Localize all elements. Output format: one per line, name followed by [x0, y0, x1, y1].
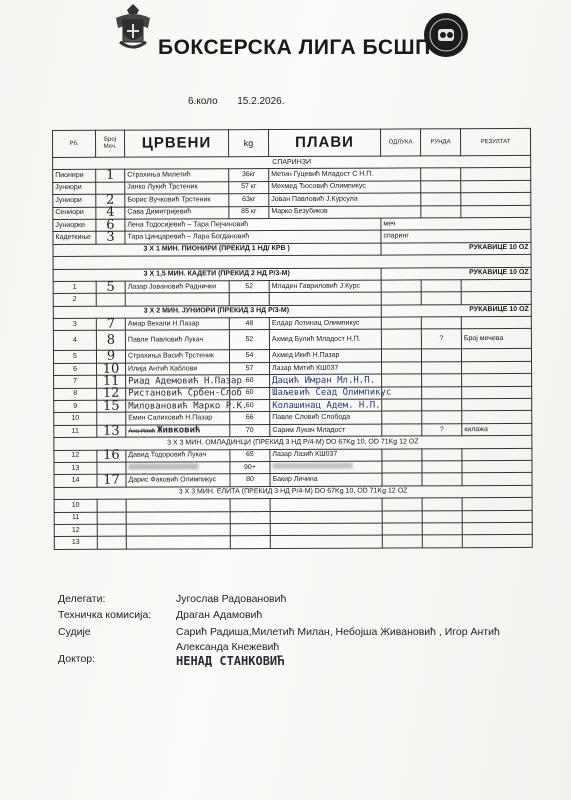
- round-mark: ?: [422, 424, 462, 437]
- blue-corner-boxer: Марко Безубиков: [269, 205, 421, 218]
- category-label: Сениори: [53, 207, 96, 220]
- blue-corner-boxer: Бакир Личина: [270, 473, 382, 486]
- row-number: 6: [54, 363, 97, 376]
- red-corner-boxer: Страхиња Васић Трстеник: [125, 350, 229, 363]
- pairing-note: спаринг: [381, 230, 531, 243]
- judges-value-line-1: Сарић Радиша,Милетић Милан, Небојша Живановић , Игор Антић: [176, 626, 500, 638]
- red-corner-boxer: Страхиња Милетић: [125, 169, 229, 182]
- category-label: Јуниори: [53, 194, 96, 207]
- bout-number: 8: [96, 331, 125, 351]
- red-corner-boxer: Риад Адемовић Н.Пазар: [126, 375, 230, 388]
- bout-number: 17: [97, 475, 126, 488]
- blue-corner-boxer: Лазар Лазић КШ037: [270, 449, 382, 462]
- red-corner-boxer: Емин Салиховић Н.Пазар: [126, 412, 230, 425]
- weight-class: 48: [229, 318, 269, 331]
- row-number: 11: [54, 512, 97, 525]
- weight-class: 57: [230, 362, 270, 375]
- red-corner-boxer: Ристановић Србен-Слоб: [126, 387, 230, 400]
- section-title: 3 X 1 МИН. ПИОНИРИ (ПРЕКИД 1 НД/ КРВ ): [53, 243, 381, 257]
- row-number: 7: [54, 376, 97, 389]
- pairing-text: Лена Тодосијевић – Тара Пејчиновић: [125, 218, 381, 232]
- bout-number: 1: [96, 170, 125, 183]
- row-number: 8: [54, 388, 97, 401]
- bout-number: 7: [96, 318, 125, 331]
- red-corner-boxer: Миловановић Марко Р.К.: [126, 400, 230, 413]
- bout-number: 16: [97, 450, 126, 463]
- red-corner-boxer: Илија Антић Каблови: [126, 363, 230, 376]
- weight-class: 70: [230, 424, 270, 437]
- blue-corner-boxer: Ахмед Икић Н.Пазар: [269, 350, 381, 363]
- section-title: СПАРИНЗИ: [53, 155, 531, 169]
- col-header-decision: ОДЛУКА: [380, 129, 420, 156]
- category-label: Кадеткиње: [53, 232, 96, 245]
- red-corner-boxer: Дарис Факовић Олимпикус: [126, 474, 230, 487]
- crest-logo: [112, 2, 154, 56]
- red-corner-boxer: Борис Вучковић Трстеник: [125, 194, 229, 207]
- section-title: 3 X 3 МИН. ОМЛАДИНЦИ (ПРЕКИД 3 НД Р/4-М) DO 67Kg 10, OD 71Kg 12 OZ: [54, 436, 532, 450]
- col-header-result: РЕЗУЛТАТ: [460, 128, 530, 155]
- bout-number: 12: [97, 388, 126, 401]
- judges-label: Судије: [58, 626, 91, 638]
- section-title: 3 X 1,5 МИН. КАДЕТИ (ПРЕКИД 2 НД Р/3-М): [53, 268, 381, 282]
- round-mark: ?: [421, 329, 461, 349]
- blue-corner-boxer: Сарим Лукач Младост: [270, 424, 382, 437]
- weight-class: 57 кг: [229, 181, 269, 194]
- bout-number: 6: [96, 219, 125, 232]
- row-number: 13: [54, 462, 97, 475]
- section-gloves: РУКАВИЦЕ 10 OZ: [381, 267, 531, 280]
- row-number: 12: [54, 524, 97, 537]
- round-label: 6.коло: [188, 96, 218, 107]
- result-note: килажа: [462, 423, 532, 436]
- col-header-bout: Број Меч.: [96, 130, 125, 157]
- row-number: 1: [53, 281, 96, 294]
- row-number: 9: [54, 400, 97, 413]
- red-corner-boxer: Јанко Лукић Трстеник: [125, 182, 229, 195]
- row-number: 2: [53, 294, 96, 307]
- bout-number: 13: [97, 425, 126, 438]
- weight-class: 60: [230, 375, 270, 388]
- blue-corner-boxer: Шаљевић Сеад Олимпикус: [270, 387, 382, 400]
- blue-corner-boxer: Елдар Лотинац Олимпикус: [269, 317, 381, 330]
- weight-class: 52: [229, 330, 269, 350]
- row-number: 4: [53, 331, 96, 351]
- bout-number: 15: [97, 400, 126, 413]
- judges-value-line-2: Александа Кнежевић: [176, 641, 280, 653]
- pairing-text: Тара Цинцаревић – Лара Богдановић: [125, 230, 381, 244]
- row-number: 10: [54, 499, 97, 512]
- redacted-entry: [270, 461, 382, 474]
- table-header-row: [53, 128, 531, 157]
- bout-number: 9: [96, 351, 125, 364]
- red-corner-boxer: Лазар Јовановић Раднички: [125, 281, 229, 294]
- weight-class: 63кг: [229, 194, 269, 207]
- blue-corner-boxer: Ахмед Булић Младост Н.П.: [269, 330, 381, 350]
- red-corner-boxer: Сава Димитријевић: [125, 206, 229, 219]
- weight-class: 85 кг: [229, 206, 269, 219]
- category-label: Јуниорке: [53, 219, 96, 232]
- event-date: 15.2.2026.: [237, 96, 285, 107]
- row-number: 11: [54, 425, 97, 438]
- row-number: 5: [53, 351, 96, 364]
- red-corner-boxer: [126, 425, 230, 438]
- col-header-blue: ПЛАВИ: [269, 129, 381, 156]
- pairing-note: меч: [381, 217, 531, 230]
- page-title: БОКСЕРСКА ЛИГА БСШП: [158, 36, 431, 59]
- blue-corner-boxer: Мехмед Ђосовић Олимпикус: [269, 181, 421, 194]
- row-number: 12: [54, 450, 97, 463]
- doctor-label: Доктор:: [58, 653, 96, 665]
- weight-class: 60: [230, 400, 270, 413]
- weight-class: 54: [229, 350, 269, 363]
- bout-number: 2: [96, 194, 125, 207]
- section-title: 3 X 3 МИН. ЕЛИТА (ПРЕКИД 3 НД Р/4-М) DO 67Kg 10, OD 71Kg 12 OZ: [54, 485, 532, 499]
- col-header-no: Рб.: [53, 130, 96, 157]
- doctor-signature-name: НЕНАД СТАНКОВИЋ: [176, 654, 285, 668]
- section-gloves: РУКАВИЦЕ 10 OZ: [381, 304, 531, 317]
- col-header-red: ЦРВЕНИ: [125, 130, 229, 157]
- weight-class: 60: [230, 387, 270, 400]
- weight-class: 36кг: [229, 169, 269, 182]
- red-corner-boxer: Амар Вехапи Н.Пазар: [125, 318, 229, 331]
- category-label: Јуниори: [53, 182, 96, 195]
- row-number: 3: [53, 318, 96, 331]
- bout-row: [53, 329, 531, 351]
- delegates-value: Југослав Радовановић: [176, 593, 287, 605]
- result-note: Број мечева: [461, 329, 531, 349]
- bout-number: 11: [97, 375, 126, 388]
- bout-number: 3: [96, 232, 125, 245]
- redacted-entry: [126, 462, 230, 475]
- weight-class: 80: [230, 474, 270, 487]
- blue-corner-boxer: Павле Словић Слобода: [270, 411, 382, 424]
- red-corner-boxer: Давид Тодоровић Лукач: [126, 449, 230, 462]
- blue-corner-boxer: Лазар Митић КШ037: [270, 362, 382, 375]
- red-corner-boxer: Павле Павловић Лукач: [125, 330, 229, 350]
- struck-name: Ана Илић: [128, 428, 156, 435]
- col-header-round: РУНДА: [420, 129, 460, 156]
- weight-class: 90+: [230, 462, 270, 475]
- weight-class: 65: [230, 449, 270, 462]
- section-title: 3 X 2 МИН. ЈУНИОРИ (ПРЕКИД 3 НД Р/3-М): [53, 305, 381, 319]
- handwritten-name: Живковић: [157, 425, 201, 436]
- blue-corner-boxer: Јован Павловић Ј.Курсула: [269, 193, 421, 206]
- technical-commission-label: Техничка комисија:: [58, 609, 152, 621]
- bout-table: [52, 128, 533, 550]
- technical-commission-value: Драган Адамовић: [176, 609, 263, 621]
- bout-number: 10: [97, 363, 126, 376]
- weight-class: 52: [229, 280, 269, 293]
- blue-corner-boxer: Младен Гавриловић Ј.Курс: [269, 280, 381, 293]
- delegates-label: Делегати:: [58, 593, 106, 605]
- weight-class: 66: [230, 412, 270, 425]
- bout-number: 5: [96, 281, 125, 294]
- blue-corner-boxer: Метин Гуцевић Младост С Н.П.: [269, 168, 421, 181]
- blue-corner-boxer: Колашинац Адем. Н.П.: [270, 399, 382, 412]
- category-label: Пионири: [53, 170, 96, 183]
- section-gloves: РУКАВИЦЕ 10 OZ: [381, 242, 531, 255]
- row-number: 10: [54, 413, 97, 426]
- blue-corner-boxer: Дацић Имран Мл.Н.П.: [270, 374, 382, 387]
- round-and-date: [188, 96, 285, 107]
- bout-number: 4: [96, 207, 125, 220]
- bout-row: [54, 535, 532, 549]
- row-number: 14: [54, 475, 97, 488]
- col-header-kg: kg: [229, 130, 269, 157]
- row-number: 13: [54, 537, 97, 550]
